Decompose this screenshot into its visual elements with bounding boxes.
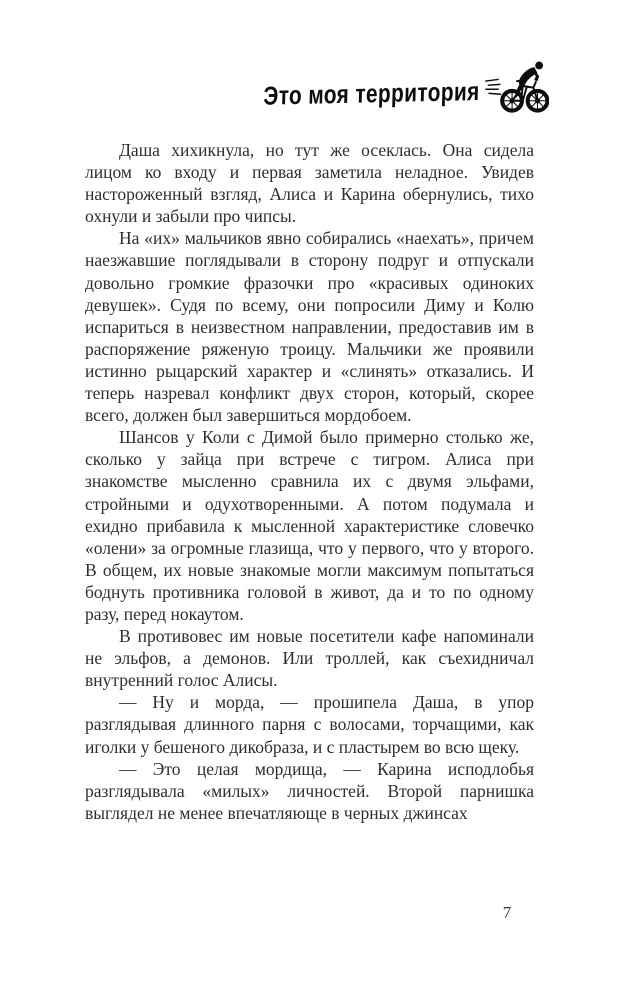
paragraph: На «их» мальчиков явно собирались «наехать», причем наезжавшие поглядывали в сторону подруг и отпускали довольно громкие фразочки про «красивых одиноких девушек». Судя по всему, они попросили Диму и Колю испариться в неизвестном направлении, предоставив им в распоряжение ряженую троицу. Мальчики же проявили истинно рыцарский характер и «слинять» отказались. И теперь назревал конфликт двух сторон, который, скорее всего, должен был завершиться мордобоем.	[85, 228, 534, 426]
cyclist-icon	[485, 58, 549, 114]
paragraph: — Это целая мордища, — Карина исподлобья разглядывала «милых» личностей. Второй парнишка выглядел не менее впечатляюще в черных джинсах	[85, 758, 534, 823]
book-title: Это моя территория	[262, 76, 481, 111]
running-header	[209, 58, 549, 114]
paragraph: — Ну и морда, — прошипела Даша, в упор разглядывая длинного парня с волосами, торчащими, как иголки у бешеного дикобраза, и с пластырем во всю щеку.	[85, 692, 534, 757]
paragraph: Даша хихикнула, но тут же осеклась. Она сидела лицом ко входу и первая заметила неладное. Увидев настороженный взгляд, Алиса и Карина обернулись, тихо охнули и забыли про чипсы.	[85, 140, 534, 227]
page-number: 7	[502, 903, 512, 922]
body-text	[85, 139, 534, 824]
paragraph: В противовес им новые посетители кафе напоминали не эльфов, а демонов. Или троллей, как съехидничал внутренний голос Алисы.	[85, 626, 534, 691]
paragraph: Шансов у Коли с Димой было примерно столько же, сколько у зайца при встрече с тигром. Алиса при знакомстве мысленно сравнила их с двумя эльфами, стройными и одухотворенными. А потом подумала и ехидно прибавила к мысленной характеристике словечко «олени» за огромные глазища, что у первого, что у второго. В общем, их новые знакомые могли максимум попытаться боднуть противника головой в живот, да и то по одному разу, перед нокаутом.	[85, 427, 534, 624]
speed-lines	[486, 79, 501, 94]
